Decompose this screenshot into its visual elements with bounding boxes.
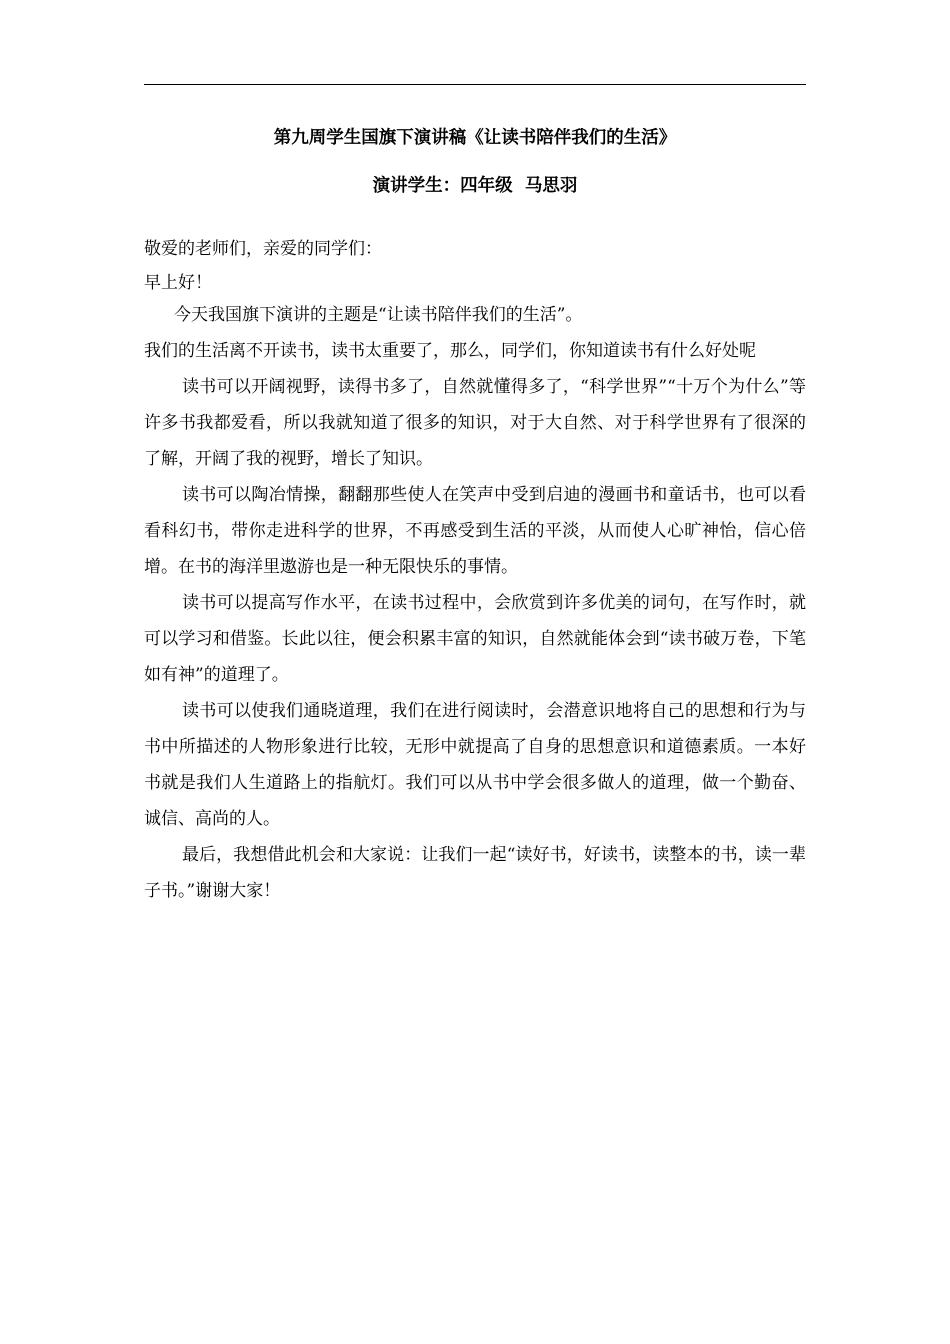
document-title: 第九周学生国旗下演讲稿《让读书陪伴我们的生活》 bbox=[273, 128, 677, 148]
paragraph-writing: 读书可以提高写作水平，在读书过程中，会欣赏到许多优美的词句，在写作时，就可以学习和借鉴。长此以往，便会积累丰富的知识，自然就能体会到“读书破万卷，下笔如有神”的道理了。 bbox=[144, 593, 806, 685]
greeting-line: 敬爱的老师们，亲爱的同学们： bbox=[144, 239, 382, 259]
paragraph-closing: 最后，我想借此机会和大家说：让我们一起“读好书，好读书，读整本的书，读一辈子书。”谢谢大家！ bbox=[144, 845, 806, 901]
header-rule bbox=[144, 84, 806, 85]
good-morning-line: 早上好！ bbox=[144, 273, 212, 293]
paragraph-sentiment: 读书可以陶冶情操，翻翻那些使人在笑声中受到启迪的漫画书和童话书，也可以看看科幻书，带你走进科学的世界，不再感受到生活的平淡，从而使人心旷神怡，信心倍增。在书的海洋里遨游也是一种无限快乐的事情。 bbox=[144, 485, 806, 577]
paragraph-horizons: 读书可以开阔视野，读得书多了，自然就懂得多了，“科学世界”“十万个为什么”等许多书我都爱看，所以我就知道了很多的知识，对于大自然、对于科学世界有了很深的了解，开阔了我的视野，增长了知识。 bbox=[144, 377, 806, 469]
question-line: 我们的生活离不开读书，读书太重要了，那么，同学们，你知道读书有什么好处呢 bbox=[144, 341, 756, 361]
document-subtitle: 演讲学生：四年级 马思羽 bbox=[372, 176, 578, 196]
speech-body bbox=[144, 231, 806, 909]
theme-line: 今天我国旗下演讲的主题是“让读书陪伴我们的生活”。 bbox=[174, 305, 583, 325]
paragraph-reasoning: 读书可以使我们通晓道理，我们在进行阅读时，会潜意识地将自己的思想和行为与书中所描述的人物形象进行比较，无形中就提高了自身的思想意识和道德素质。一本好书就是我们人生道路上的指航灯。我们可以从书中学会很多做人的道理，做一个勤奋、诚信、高尚的人。 bbox=[144, 701, 806, 829]
